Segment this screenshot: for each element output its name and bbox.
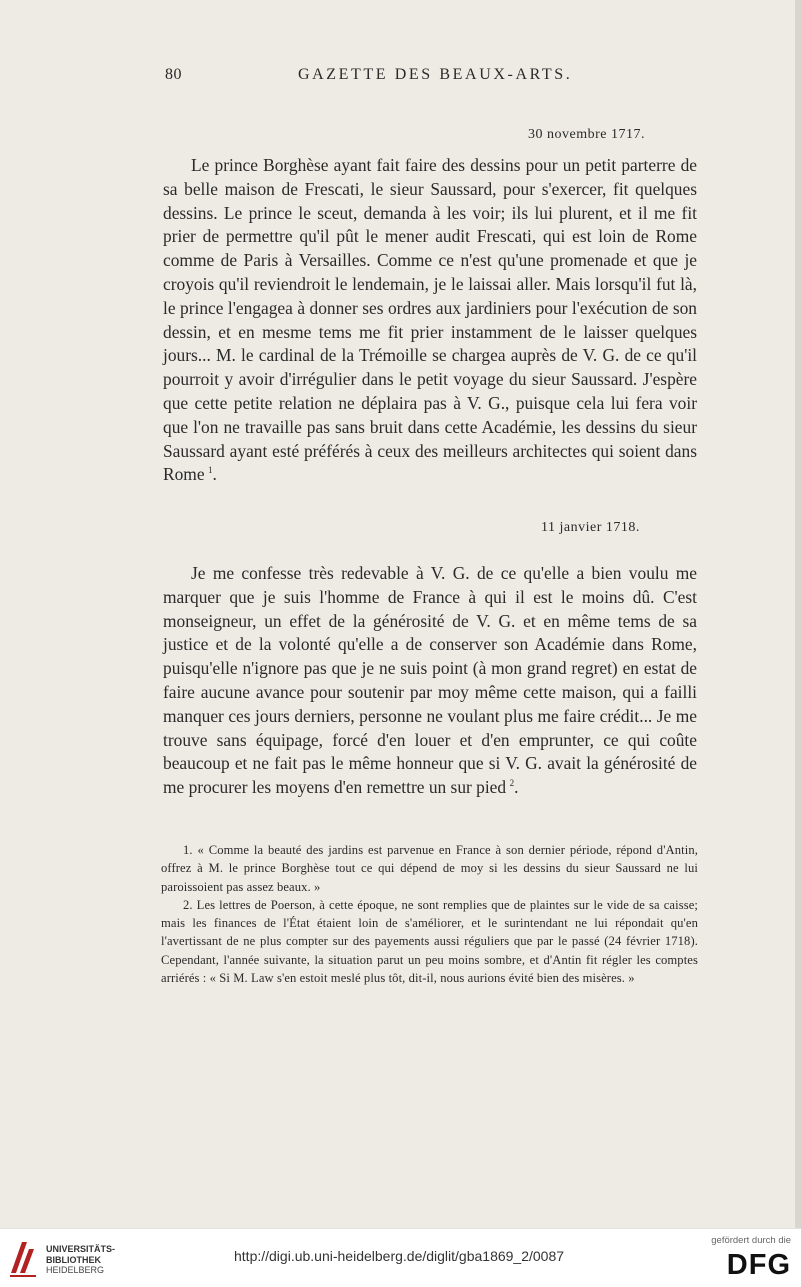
letter-text: Le prince Borghèse ayant fait faire des dessins pour un petit parterre de sa belle maison de Frescati, le sieur Saussard, pour s'exercer, fit quelques dessins. Le prince le sceut, demanda à les voir; ils lui plurent, et il me fit prier de permettre qu'il pût le mener audit Frescati, qui est loin de Rome comme de Paris à Versailles. Comme ce n'est qu'une promenade et que je croyois qu'il reviendroit le lendemain, je le laissai aller. Mais lorsqu'il fut là, le prince l'engagea à donner ses ordres aux jardiniers pour l'exécution de son dessin, et en mesme tems me fit prier instamment de le laisser quelques jours... M. le cardinal de la Trémoille se chargea auprès de V. G. de ce qu'il pourroit y avoir d'irrégulier dans le petit voyage du sieur Saussard. J'espère que cette petite relation ne déplaira pas à V. G., puisque cela lui fera voir que l'on ne travaille pas sans bruit dans cette Académie, les dessins du sieur Saussard ayant esté préférés à ceux des meilleurs architectes qui soient dans Rome bbox=[163, 155, 697, 485]
university-library-logo-icon[interactable] bbox=[8, 1239, 38, 1277]
footnotes bbox=[161, 841, 698, 987]
page-number: 80 bbox=[165, 66, 182, 83]
running-title: GAZETTE DES BEAUX-ARTS. bbox=[298, 66, 573, 83]
letter-text: Je me confesse très redevable à V. G. de ce qu'elle a bien voulu me marquer que je suis l'homme de France à qui il est le moins dû. C'est monseigneur, un effet de la générosité de V. G. et en même tems de sa justice et de la volonté qu'elle a de conserver son Académie dans Rome, puisqu'elle n'ignore pas que je ne suis point (à mon grand regret) en estat de faire aucune avance pour soutenir par moy même cette maison, qui a failli manquer ces jours derniers, personne ne voulant plus me faire crédit... Je me trouve sans équipage, forcé d'en louer et d'en emprunter, ce qui coûte beaucoup et ne fait pas le même honneur que si V. G. avait la générosité de me procurer les moyens d'en remettre un sur pied bbox=[163, 563, 697, 798]
page-edge bbox=[795, 0, 801, 1228]
permalink-url[interactable]: http://digi.ub.uni-heidelberg.de/diglit/gba1869_2/0087 bbox=[234, 1248, 565, 1264]
footnote: 2. Les lettres de Poerson, à cette époque, ne sont remplies que de plaintes sur le vide de sa caisse; mais les finances de l'État étaient loin de s'améliorer, et le surintendant ne lui répondait qu'en l'avertissant de ne plus compter sur des payements aussi réguliers que par le passé (24 février 1718). Cependant, l'année suivante, la situation parut un peu moins sombre, et d'Antin fit régler les comptes arriérés : « Si M. Law s'en estoit meslé plus tôt, dit-il, nous aurions évité bien des misères. » bbox=[161, 897, 698, 986]
footnote-ref: 2 bbox=[509, 778, 515, 789]
letter-date: 11 janvier 1718. bbox=[541, 520, 640, 535]
page-header bbox=[0, 62, 801, 92]
viewer-footer bbox=[0, 1228, 801, 1287]
letter-date: 30 novembre 1717. bbox=[528, 127, 645, 142]
footnote: 1. « Comme la beauté des jardins est parvenue en France à son dernier période, répond d'Antin, offrez à M. le prince Borghèse tout ce qui dépend de moy si les dessins du sieur Saussard ne lui paroissoient pas assez beaux. » bbox=[161, 843, 698, 894]
funding-label: gefördert durch die bbox=[711, 1235, 791, 1246]
letter-paragraph: Le prince Borghèse ayant fait faire des dessins pour un petit parterre de sa belle maison de Frescati, le sieur Saussard, pour s'exercer, fit quelques dessins. Le prince le sceut, demanda à les voir; ils lui plurent, et il me fit prier de permettre qu'il pût le mener audit Frescati, qui est loin de Rome comme de Paris à Versailles. Comme ce n'est qu'une promenade et que je croyois qu'il reviendroit le lendemain, je le laissai aller. Mais lorsqu'il fut là, le prince l'engagea à donner ses ordres aux jardiniers pour l'exécution de son dessin, et en mesme tems me fit prier instamment de le laisser quelques jours... M. le cardinal de la Trémoille se chargea auprès de V. G. de ce qu'il pourroit y avoir d'irrégulier dans le petit voyage du sieur Saussard. J'espère que cette petite relation ne déplaira pas à V. G., puisque cela lui fera voir que l'on ne travaille pas sans bruit dans cette Académie, les dessins du sieur Saussard ayant esté préférés à ceux des meilleurs architectes qui soient dans Rome $^1$. bbox=[163, 155, 697, 485]
footnote-ref: 1 bbox=[208, 465, 213, 476]
letter-paragraph: Je me confesse très redevable à V. G. de ce qu'elle a bien voulu me marquer que je suis l'homme de France à qui il est le moins dû. C'est monseigneur, un effet de la générosité de V. G. et en même tems de sa justice et de la volonté qu'elle a de conserver son Académie dans Rome, puisqu'elle n'ignore pas que je ne suis point (à mon grand regret) en estat de faire aucune avance pour soutenir par moy même cette maison, qui a failli manquer ces jours derniers, personne ne voulant plus me faire crédit... Je me trouve sans équipage, forcé d'en louer et d'en emprunter, ce qui coûte beaucoup et ne fait pas le même honneur que si V. G. avait la générosité de me procurer les moyens d'en remettre un sur pied $^2$. bbox=[163, 563, 697, 798]
library-name: UNIVERSITÄTS- BIBLIOTHEK HEIDELBERG bbox=[46, 1244, 116, 1275]
dfg-logo[interactable]: DFG bbox=[726, 1249, 791, 1281]
